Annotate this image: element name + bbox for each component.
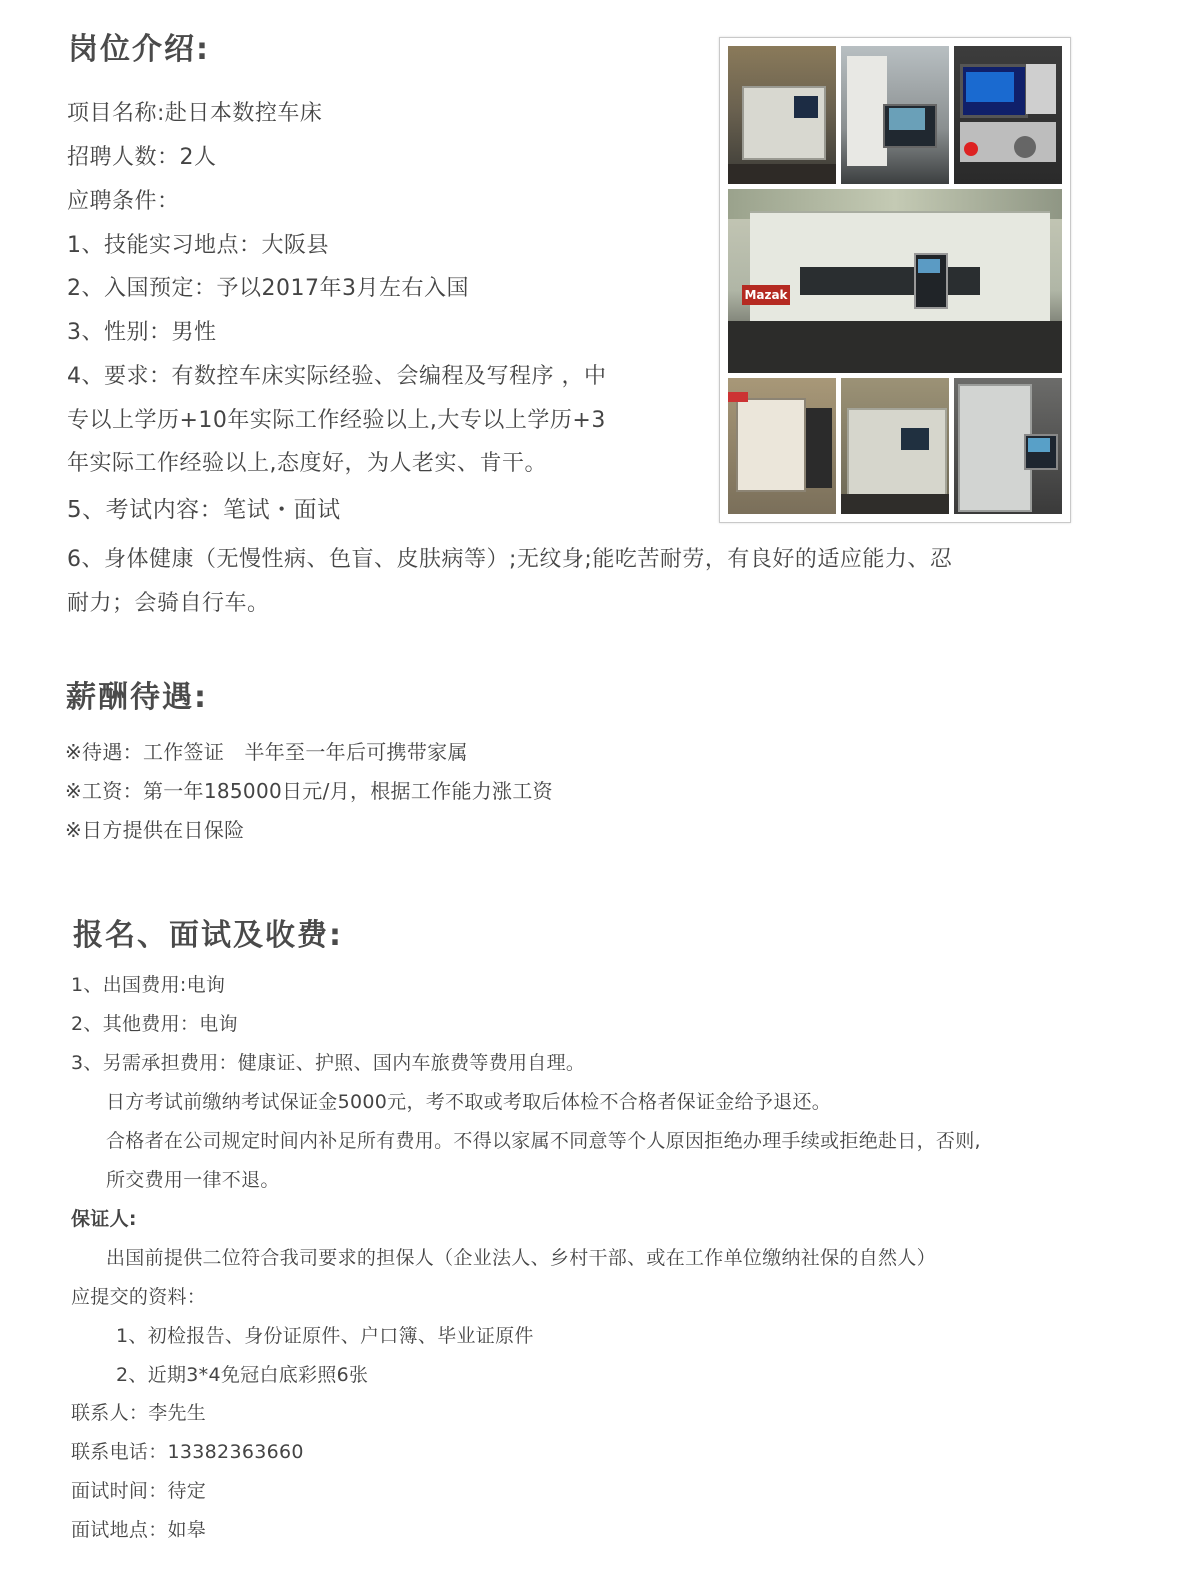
photo-mazak-lathe: [728, 189, 1062, 373]
documents-item-2: 2、近期3*4免冠白底彩照6张: [116, 1364, 369, 1386]
salary-wage-line: ※工资：第一年185000日元/月，根据工作能力涨工资: [65, 779, 553, 803]
cnc-machine-photo-collage: [719, 37, 1071, 523]
salary-insurance-line: ※日方提供在日保险: [65, 818, 245, 842]
guarantor-label: 保证人:: [71, 1208, 137, 1230]
contact-person-line: 联系人：李先生: [71, 1402, 207, 1424]
mazak-logo: Mazak: [742, 285, 790, 305]
requirements-label: 应聘条件：: [67, 189, 180, 214]
requirement-health-2: 耐力；会骑自行车。: [67, 591, 270, 616]
fee-rule-line-1: 合格者在公司规定时间内补足所有费用。不得以家属不同意等个人原因拒绝办理手续或拒绝赴日，否则,: [106, 1130, 981, 1152]
photo-lathe-panel-1: [728, 46, 836, 184]
fee-extra-line: 3、另需承担费用：健康证、护照、国内车旅费等费用自理。: [71, 1052, 586, 1074]
apply-section-heading: 报名、面试及收费:: [73, 918, 343, 953]
documents-item-1: 1、初检报告、身份证原件、户口簿、毕业证原件: [116, 1325, 534, 1347]
requirement-exam: 5、考试内容：笔试・面试: [67, 497, 341, 523]
fee-deposit-line: 日方考试前缴纳考试保证金5000元，考不取或考取后体检不合格者保证金给予退还。: [106, 1091, 832, 1113]
requirement-skill-2: 专以上学历+10年实际工作经验以上,大专以上学历+3: [67, 408, 606, 433]
recruit-count-line: 招聘人数：2人: [67, 145, 217, 170]
contact-phone-line: 联系电话：13382363660: [71, 1441, 304, 1463]
requirement-skill-1: 4、要求：有数控车床实际经验、会编程及写程序 ，中: [67, 364, 607, 389]
photo-lathe-panel-2: [841, 46, 949, 184]
photo-cnc-control-panel: [954, 46, 1062, 184]
interview-place-line: 面试地点：如皋: [71, 1519, 207, 1541]
guarantor-desc-line: 出国前提供二位符合我司要求的担保人（企业法人、乡村干部、或在工作单位缴纳社保的自然人）: [106, 1247, 936, 1269]
photo-lathe-front: [841, 378, 949, 514]
project-name-line: 项目名称:赴日本数控车床: [67, 101, 323, 126]
photo-lathe-side: [954, 378, 1062, 514]
requirement-entry: 2、入国预定：予以2017年3月左右入国: [67, 276, 469, 301]
requirement-location: 1、技能实习地点：大阪县: [67, 233, 329, 258]
salary-section-heading: 薪酬待遇:: [66, 680, 208, 715]
requirement-gender: 3、性别：男性: [67, 320, 217, 345]
interview-time-line: 面试时间：待定: [71, 1480, 207, 1502]
requirement-health-1: 6、身体健康（无慢性病、色盲、皮肤病等）;无纹身;能吃苦耐劳，有良好的适应能力、忍: [67, 547, 953, 572]
photo-operator-screen: [728, 378, 836, 514]
documents-label: 应提交的资料：: [71, 1286, 207, 1308]
fee-overseas-line: 1、出国费用:电询: [71, 974, 226, 996]
requirement-skill-3: 年实际工作经验以上,态度好，为人老实、肯干。: [67, 451, 547, 476]
salary-visa-line: ※待遇：工作签证 半年至一年后可携带家属: [65, 740, 468, 764]
job-section-heading: 岗位介绍:: [68, 32, 210, 67]
fee-other-line: 2、其他费用：电询: [71, 1013, 238, 1035]
fee-rule-line-2: 所交费用一律不退。: [106, 1169, 280, 1191]
